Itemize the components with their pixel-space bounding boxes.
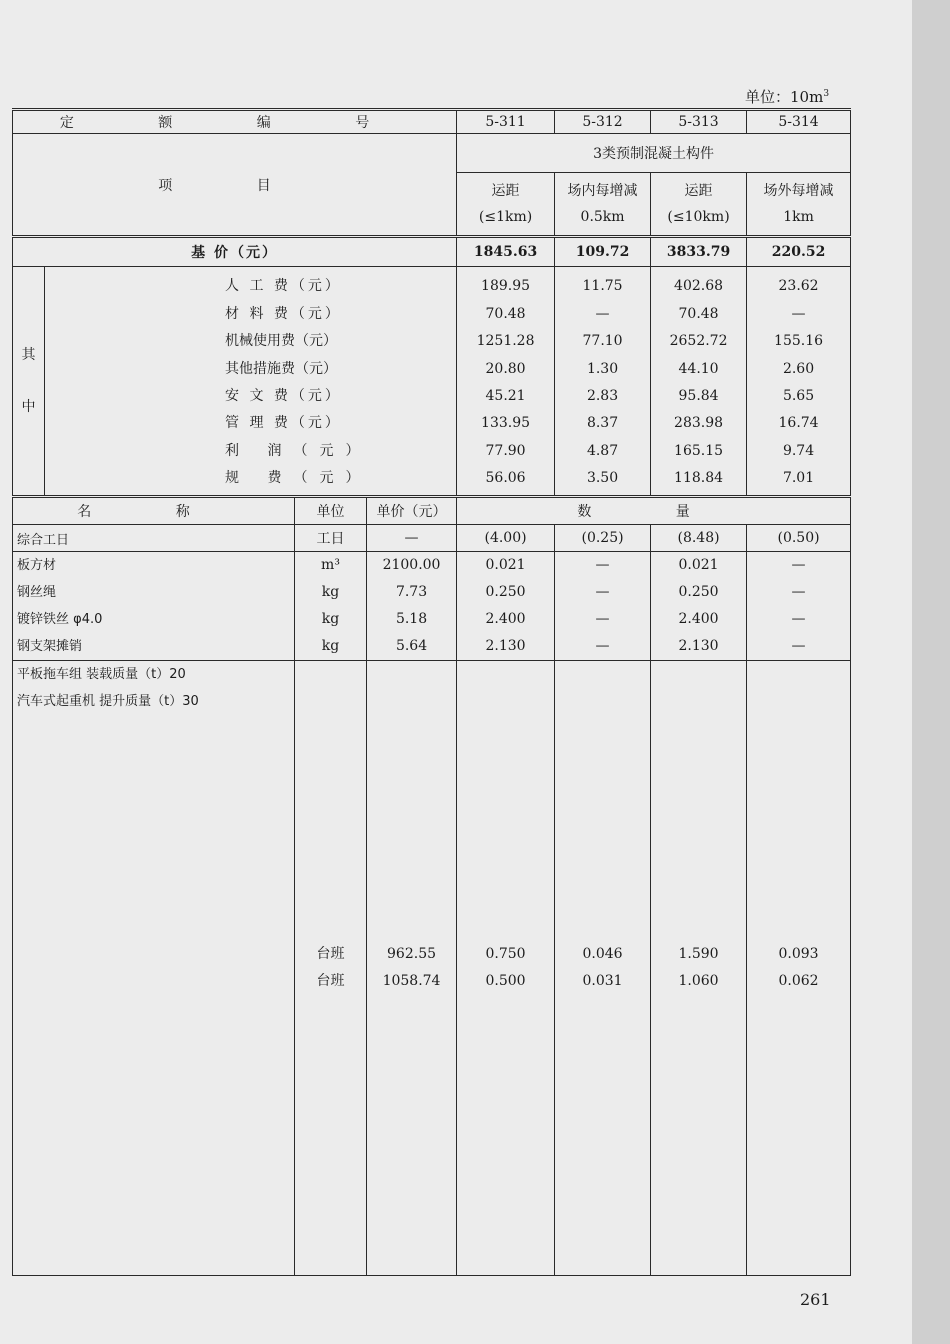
material-name: 钢支架摊销: [17, 639, 83, 654]
breakdown-labels: [45, 267, 457, 497]
breakdown-label: 机械使用费（元）: [225, 333, 337, 350]
labor-unit: 工日: [295, 525, 367, 552]
labor-name: 综合工日: [13, 525, 295, 552]
breakdown-label: 利 润（元）: [225, 442, 372, 459]
resource-unit-header: 单位: [295, 497, 367, 525]
subheader-cell: 场内每增减 0.5km: [555, 173, 651, 237]
machinery-prices: 962.55 1058.74: [367, 661, 457, 1276]
code-cell: 5-313: [651, 110, 747, 134]
material-values: 0.021 0.250 2.400 2.130: [651, 552, 747, 661]
base-price-value: 3833.79: [651, 237, 747, 267]
quota-table: [12, 108, 851, 1276]
base-price-value: 220.52: [747, 237, 851, 267]
resource-price-header: 单价（元）: [367, 497, 457, 525]
machinery-values: 0.046 0.031: [555, 661, 651, 1276]
machinery-names: [13, 661, 295, 1276]
machinery-values: 0.093 0.062: [747, 661, 851, 1276]
labor-value: (8.48): [651, 525, 747, 552]
subheader-cell: 运距 (≤10km): [651, 173, 747, 237]
item-label: 项 目: [13, 134, 457, 237]
code-cell: 5-311: [457, 110, 555, 134]
breakdown-label: 规 费（元）: [225, 470, 372, 487]
base-price-row: [13, 237, 851, 267]
breakdown-label: 安 文 费（元）: [225, 388, 342, 404]
page-number: 261: [800, 1290, 831, 1309]
material-names: [13, 552, 295, 661]
labor-price: —: [367, 525, 457, 552]
material-prices: 2100.00 7.73 5.18 5.64: [367, 552, 457, 661]
machinery-name: 汽车式起重机 提升质量（t）30: [17, 694, 199, 709]
material-name: 板方材: [17, 558, 57, 573]
breakdown-label: 其他措施费（元）: [225, 360, 337, 377]
breakdown-group-label: 其 中: [13, 267, 45, 497]
unit-label: 单位：$10m^3$: [745, 88, 830, 106]
breakdown-label: 材 料 费（元）: [225, 305, 342, 322]
machinery-units: 台班 台班: [295, 661, 367, 1276]
machinery-values: 0.750 0.500: [457, 661, 555, 1276]
quota-code-row: [13, 110, 851, 134]
resource-header-row: [13, 497, 851, 525]
subheader-cell: 场外每增减 1km: [747, 173, 851, 237]
material-values: 0.021 0.250 2.400 2.130: [457, 552, 555, 661]
resource-quantity-header: 数 量: [457, 497, 851, 525]
code-cell: 5-314: [747, 110, 851, 134]
category-row: [13, 134, 851, 173]
base-price-value: 109.72: [555, 237, 651, 267]
breakdown-label: 管 理 费（元）: [225, 415, 342, 432]
breakdown-column: 11.75 — 77.10 1.30 2.83 8.37 4.87 3.50: [555, 267, 651, 497]
materials-block: [13, 552, 851, 661]
machinery-block: [13, 661, 851, 1276]
labor-row: [13, 525, 851, 552]
page-edge-shadow: [912, 0, 950, 1344]
breakdown-column: 189.95 70.48 1251.28 20.80 45.21 133.95 77.90 56.06: [457, 267, 555, 497]
machinery-name: 平板拖车组 装载质量（t）20: [17, 667, 186, 682]
material-name: 钢丝绳: [17, 585, 57, 600]
labor-value: (0.50): [747, 525, 851, 552]
cost-breakdown-block: [13, 267, 851, 497]
breakdown-label: 人 工 费（元）: [225, 278, 342, 295]
labor-value: (4.00): [457, 525, 555, 552]
material-name: 镀锌铁丝 φ4.0: [17, 612, 103, 627]
material-values: — — — —: [555, 552, 651, 661]
breakdown-column: 402.68 70.48 2652.72 44.10 95.84 283.98 165.15 118.84: [651, 267, 747, 497]
base-price-label: 基 价（元）: [13, 237, 457, 267]
category-label: 3类预制混凝土构件: [457, 134, 851, 173]
subheader-cell: 运距 (≤1km): [457, 173, 555, 237]
machinery-values: 1.590 1.060: [651, 661, 747, 1276]
material-units: m³ kg kg kg: [295, 552, 367, 661]
breakdown-column: 23.62 — 155.16 2.60 5.65 16.74 9.74 7.01: [747, 267, 851, 497]
base-price-value: 1845.63: [457, 237, 555, 267]
labor-value: (0.25): [555, 525, 651, 552]
quota-no-label: 定 额 编 号: [13, 110, 457, 134]
material-values: — — — —: [747, 552, 851, 661]
code-cell: 5-312: [555, 110, 651, 134]
resource-name-header: 名 称: [13, 497, 295, 525]
